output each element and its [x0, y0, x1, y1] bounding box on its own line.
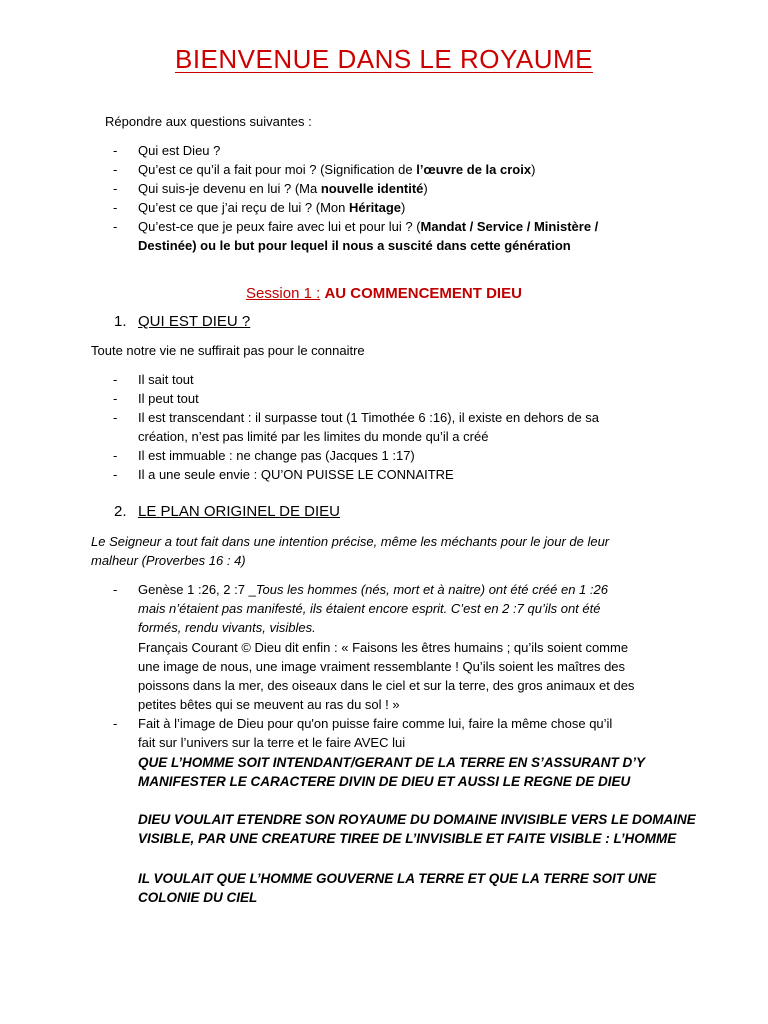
section-title: LE PLAN ORIGINEL DE DIEU: [138, 503, 341, 520]
section1-intro: Toute notre vie ne suffirait pas pour le connaitre: [91, 343, 365, 358]
list-dash: -: [113, 143, 118, 158]
genesis-ref: Genèse 1 :26, 2 :7 _: [138, 582, 256, 597]
list-dash: -: [113, 181, 118, 196]
section-number: 2.: [114, 503, 127, 520]
section-title: QUI EST DIEU ?: [138, 313, 251, 330]
session-title: AU COMMENCEMENT DIEU: [324, 285, 522, 302]
list-item-continuation: Destinée) ou le but pour lequel il nous a suscité dans cette génération: [138, 238, 571, 253]
list-item-continuation: création, n’est pas limité par les limites du monde qu’il a créé: [138, 429, 489, 444]
page-title: BIENVENUE DANS LE ROYAUME: [174, 44, 593, 74]
list-dash: -: [113, 200, 118, 215]
intro-text: Répondre aux questions suivantes :: [105, 114, 312, 129]
section-number: 1.: [114, 313, 127, 330]
list-dash: -: [113, 219, 118, 234]
list-dash: -: [113, 162, 118, 177]
session-heading: [0, 284, 768, 304]
session-label: Session 1 :: [246, 285, 321, 302]
